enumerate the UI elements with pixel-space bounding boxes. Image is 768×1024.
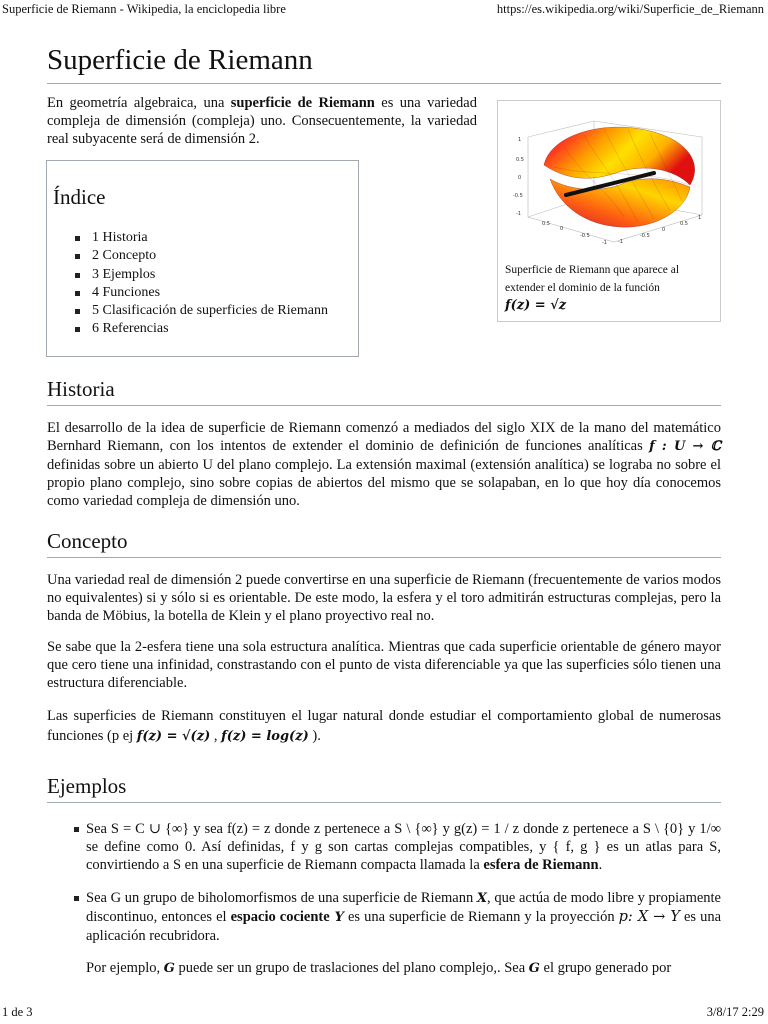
tick-label: 0.5 <box>516 157 524 163</box>
formula-separator: , <box>210 728 222 744</box>
toc-item-clasificacion[interactable]: 5 Clasificación de superficies de Riemann <box>75 302 328 320</box>
concepto-paragraph-1: Una variedad real de dimensión 2 puede convertirse en una superficie de Riemann (frecuentemente de varios modos no equivalentes) si y sólo si es orientable. De este modo, la esfera y el toro admitirán estructuras complejas, pero la banda de Möbius, la botella de Klein y el plano proyectivo real no. <box>47 572 721 624</box>
ejemplo-2-text-b: , que actúa de modo libre y propiamente discontinuo, entonces el <box>86 890 721 925</box>
concepto-p3-text: Las superficies de Riemann constituyen el lugar natural donde estudiar el comportamiento global de numerosas funciones (p ej <box>47 708 721 744</box>
tick-label: -1 <box>516 211 521 217</box>
tick-label: -0.5 <box>640 233 650 239</box>
concepto-p3-end: ). <box>308 728 321 744</box>
ejemplo-1-text: Sea S = C ∪ {∞} y sea f(z) = z donde z pertenece a S \ {∞} y g(z) = 1 / z donde z pertenece a S \ {0} y 1/∞ se define como 0. Así definidas, f y g son cartas complejas compatibles, y { f, g } es un atlas para S, convirtiendo a S en una superficie de Riemann compacta llamada la <box>86 821 721 873</box>
ejemplo-traslaciones <box>86 959 721 978</box>
ejemplo-1-end: . <box>598 857 603 873</box>
print-header <box>0 0 768 20</box>
tick-label: 1 <box>518 137 522 143</box>
ejemplos-divider <box>47 802 721 803</box>
symbol-y: Y <box>329 910 344 925</box>
heading-historia: Historia <box>47 377 115 401</box>
caption-text: Superficie de Riemann que aparece al extender el dominio de la función <box>505 264 680 294</box>
ejemplo-2-text: Sea G un grupo de biholomorfismos de una superficie de Riemann <box>86 890 477 906</box>
projection-formula: p: X → Y <box>618 909 680 925</box>
tick-label: -1 <box>618 239 623 245</box>
heading-concepto: Concepto <box>47 529 128 553</box>
intro-paragraph <box>47 94 477 148</box>
historia-divider <box>47 405 721 406</box>
historia-formula: f : U → ℂ <box>649 439 721 454</box>
page-url[interactable]: https://es.wikipedia.org/wiki/Superficie_de_Riemann <box>496 2 764 16</box>
tick-label: -0.5 <box>513 193 523 199</box>
toc-title: Índice <box>53 185 106 209</box>
concepto-paragraph-2: Se sabe que la 2-esfera tiene una sola estructura analítica. Mientras que cada superficie orientable de género mayor que cero tiene una infinidad, constrastando con el punto de vista diferenciable ya que las superficies sólo tienen una estructura diferenciable. <box>47 639 721 691</box>
formula-log: f(z) = log(z) <box>221 729 309 744</box>
toc-item-referencias[interactable]: 6 Referencias <box>75 320 328 338</box>
ejemplo-cociente <box>47 889 721 945</box>
formula-sqrt: f(z) = √(z) <box>136 729 211 744</box>
symbol-g: G <box>163 961 175 976</box>
toc-item-historia[interactable]: 1 Historia <box>75 229 328 247</box>
ejemplos-list <box>47 820 721 945</box>
historia-text-rest: definidas sobre un abierto U del plano complejo. La extensión maximal (extensión analítica) se lograba no sobre el propio plano complejo, sino sobre copias de abiertos del mismo que se solapaban, en lo que hoy día conocemos como variedad compleja de dimensión uno. <box>47 457 721 509</box>
historia-paragraph <box>47 419 721 510</box>
page-number: 1 de 3 <box>2 1005 33 1019</box>
intro-text-rest: es una variedad compleja de dimensión (compleja) uno. Consecuentemente, la variedad real subyacente será de dimensión 2. <box>47 95 477 147</box>
tick-label: 0 <box>662 227 666 233</box>
caption-formula: f(z) = √z <box>505 298 567 313</box>
figure-caption <box>505 261 717 315</box>
ejemplo-esfera <box>47 820 721 874</box>
toc-item-ejemplos[interactable]: 3 Ejemplos <box>75 266 328 284</box>
ejemplo-3-text: Por ejemplo, <box>86 960 164 976</box>
symbol-x: X <box>476 891 488 906</box>
riemann-surface-plot[interactable] <box>504 107 714 257</box>
toc-item-funciones[interactable]: 4 Funciones <box>75 284 328 302</box>
title-divider <box>47 83 721 84</box>
table-of-contents <box>46 160 359 357</box>
symbol-g-2: G <box>528 961 540 976</box>
heading-ejemplos: Ejemplos <box>47 774 127 798</box>
toc-list <box>75 229 328 339</box>
tick-label: -0.5 <box>580 233 590 239</box>
intro-bold-link[interactable]: superficie de Riemann <box>230 95 375 111</box>
page-tab-title: Superficie de Riemann - Wikipedia, la enciclopedia libre <box>2 2 286 16</box>
tick-label: 0.5 <box>680 221 688 227</box>
esfera-de-riemann-link[interactable]: esfera de Riemann <box>483 857 599 873</box>
ejemplo-3-end: el grupo generado por <box>539 960 672 976</box>
ejemplo-2-end: es una aplicación recubridora. <box>86 909 722 944</box>
concepto-divider <box>47 557 721 558</box>
toc-item-concepto[interactable]: 2 Concepto <box>75 247 328 265</box>
espacio-cociente-link[interactable]: espacio cociente <box>230 909 330 925</box>
tick-label: -1 <box>602 240 607 246</box>
tick-label: 0 <box>560 226 564 232</box>
concepto-paragraph-3 <box>47 706 721 747</box>
tick-label: 0.5 <box>542 221 550 227</box>
article-title: Superficie de Riemann <box>47 44 313 76</box>
tick-label: 0 <box>518 175 522 181</box>
ejemplo-2-text-c: es una superficie de Riemann y la proyección <box>343 909 619 925</box>
historia-text: El desarrollo de la idea de superficie de Riemann comenzó a mediados del siglo XIX de la mano del matemático Bernhard Riemann, con los intentos de extender el dominio de definición de funciones analíticas <box>47 420 721 454</box>
intro-text: En geometría algebraica, una <box>47 95 231 111</box>
print-datetime: 3/8/17 2:29 <box>706 1005 764 1019</box>
figure-thumbnail <box>497 100 721 322</box>
ejemplo-3-text-b: puede ser un grupo de traslaciones del plano complejo,. Sea <box>174 960 529 976</box>
tick-label: 1 <box>698 215 702 221</box>
